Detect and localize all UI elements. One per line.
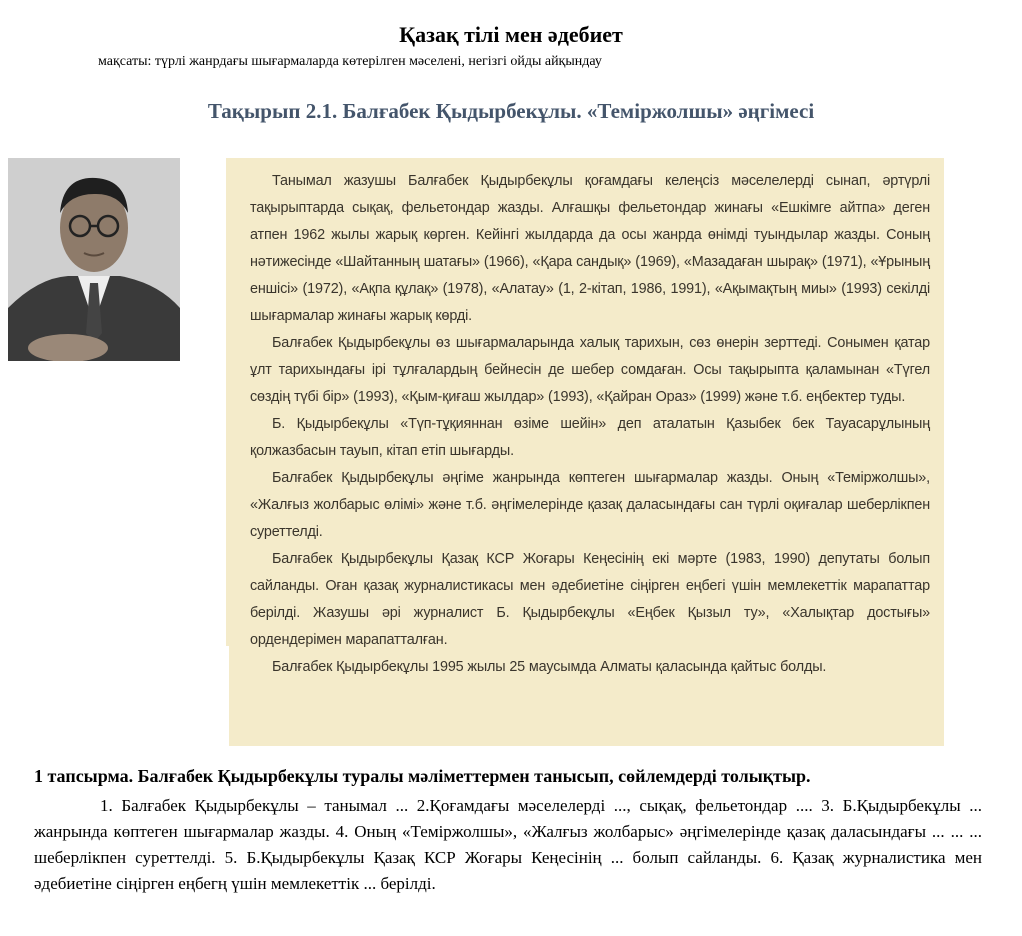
- bio-paragraph: Балғабек Қыдырбекұлы Қазақ КСР Жоғары Кеңесінің екі мәрте (1983, 1990) депутаты болып сайланды. Оған қазақ журналистикасы мен әдебиетіне сіңірген еңбегі үшін мемлекеттік марапаттар берілді. Жазушы әрі журналист Б. Қыдырбекұлы «Еңбек Қызыл ту», «Халықтар достығы» ордендерімен марапатталған.: [250, 551, 930, 648]
- biography-text: [250, 168, 930, 681]
- topic-heading: Тақырып 2.1. Балғабек Қыдырбекұлы. «Теміржолшы» әңгімесі: [207, 99, 815, 123]
- bio-paragraph: Балғабек Қыдырбекұлы өз шығармаларында халық тарихын, сөз өнерін зерттеді. Сонымен қатар ұлт тарихындағы ірі тұлғалардың бейнесін де шебер сомдаған. Осы тақырыпта қаламынан «Түгел сөздің түбі бір» (1993), «Қым-қиғаш жылдар» (1993), «Қайран Ораз» (1999) және т.б. еңбектер туды.: [250, 335, 930, 405]
- author-portrait: [8, 158, 180, 361]
- bio-paragraph: Балғабек Қыдырбекұлы 1995 жылы 25 маусымда Алматы қаласында қайтыс болды.: [272, 659, 827, 675]
- bio-paragraph: Б. Қыдырбекұлы «Түп-тұқияннан өзіме шейін» деп аталатын Қазыбек бек Тауасарұлының қолжазбасын тауып, кітап етіп шығарды.: [250, 416, 930, 459]
- lesson-goal: мақсаты: түрлі жанрдағы шығармаларда көтерілген мәселені, негізгі ойды айқындау: [98, 54, 602, 69]
- bio-paragraph: Танымал жазушы Балғабек Қыдырбекұлы қоғамдағы келеңсіз мәселелерді сынап, әртүрлі тақырыптарда сықақ, фельетондар жазды. Алғашқы фельетондар жинағы «Ешкімге айтпа» деген атпен 1962 жылы жарық көрген. Кейінгі жылдарда да осы жанрда өнімді туындылар жазды. Соның нәтижесінде «Шайтанның шатағы» (1966), «Қара сандық» (1969), «Мазадаған шырақ» (1971), «Ұрының еншісі» (1972), «Ақпа құлақ» (1978), «Алатау» (1, 2-кітап, 1986, 1991), «Ақымақтың миы» (1993) секілді шығармалар жинағы жарық көрді.: [250, 173, 930, 324]
- task-title: 1 тапсырма. Балғабек Қыдырбекұлы туралы мәліметтермен танысып, сөйлемдерді толықтыр.: [34, 766, 811, 786]
- bio-paragraph: Балғабек Қыдырбекұлы әңгіме жанрында көптеген шығармалар жазды. Оның «Теміржолшы», «Жалғыз жолбарыс өлімі» және т.б. әңгімелерінде қазақ даласындағы сан түрлі оқиғалар шеберлікпен суреттелді.: [250, 470, 930, 540]
- document-title: Қазақ тілі мен әдебиет: [399, 22, 623, 47]
- task-body: 1. Балғабек Қыдырбекұлы – танымал ... 2.Қоғамдағы мәселелерді ..., сықақ, фельетондар .... 3. Б.Қыдырбекұлы ... жанрында көптеген шығармалар жазды. 4. Оның «Теміржолшы», «Жалғыз жолбарыс» әңгімелерінде қазақ даласындағы ... ... ... шеберлікпен суреттелді. 5. Б.Қыдырбекұлы Қазақ КСР Жоғары Кеңесінің ... болып сайланды. 6. Қазақ журналистика мен әдебиетіне сіңірген еңбегң үшін мемлекеттік ... берілді.: [34, 796, 982, 893]
